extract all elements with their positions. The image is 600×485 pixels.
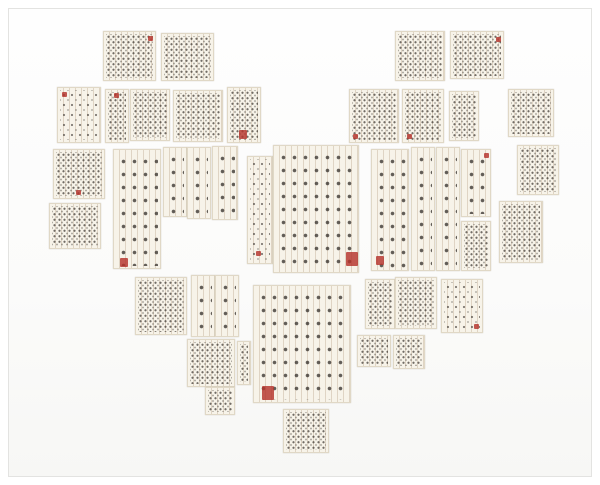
sheet-ink-characters — [194, 278, 212, 334]
red-seal-stamp — [148, 36, 153, 41]
red-seal-stamp — [484, 153, 489, 158]
red-seal-stamp — [256, 251, 261, 256]
sheet-ink-characters — [190, 342, 232, 384]
calligraphy-sheet — [113, 149, 161, 269]
calligraphy-sheet — [212, 146, 238, 220]
calligraphy-sheet — [449, 91, 479, 141]
calligraphy-sheet — [365, 279, 395, 329]
calligraphy-sheet — [103, 31, 156, 81]
calligraphy-sheet — [49, 203, 101, 249]
red-seal-stamp — [407, 134, 412, 139]
sheet-ink-characters — [414, 150, 432, 268]
calligraphy-sheet — [57, 87, 101, 143]
calligraphy-sheet — [441, 279, 483, 333]
artwork-frame — [8, 8, 592, 477]
sheet-ink-characters — [444, 282, 480, 330]
calligraphy-sheet — [283, 409, 329, 453]
calligraphy-sheet — [253, 285, 351, 403]
sheet-ink-characters — [256, 288, 348, 400]
calligraphy-sheet — [517, 145, 559, 195]
sheet-ink-characters — [240, 344, 248, 382]
calligraphy-sheet — [205, 387, 235, 415]
calligraphy-sheet — [499, 201, 543, 263]
sheet-ink-characters — [511, 92, 551, 134]
calligraphy-sheet — [349, 89, 399, 143]
sheet-ink-characters — [439, 150, 457, 268]
sheet-ink-characters — [398, 34, 442, 78]
calligraphy-sheet — [461, 149, 491, 217]
red-seal-stamp — [114, 93, 119, 98]
calligraphy-sheet — [187, 339, 235, 387]
calligraphy-sheet — [393, 335, 425, 369]
calligraphy-sheet — [227, 87, 261, 143]
calligraphy-sheet — [173, 90, 223, 142]
sheet-ink-characters — [464, 224, 488, 268]
sheet-ink-characters — [108, 92, 126, 140]
calligraphy-sheet — [395, 277, 437, 329]
sheet-ink-characters — [453, 34, 501, 76]
calligraphy-sheet — [187, 147, 211, 219]
red-seal-stamp — [76, 190, 81, 195]
calligraphy-sheet — [508, 89, 554, 137]
calligraphy-sheet — [237, 341, 251, 385]
sheet-ink-characters — [138, 280, 184, 332]
calligraphy-sheet — [371, 149, 409, 271]
calligraphy-sheet — [105, 89, 129, 143]
calligraphy-sheet — [461, 221, 491, 271]
sheet-ink-characters — [368, 282, 392, 326]
sheet-ink-characters — [52, 206, 98, 246]
calligraphy-sheet — [436, 147, 460, 271]
red-seal-stamp — [353, 134, 358, 139]
sheet-ink-characters — [276, 148, 356, 270]
sheet-ink-characters — [133, 92, 167, 138]
calligraphy-sheet — [191, 275, 215, 337]
calligraphy-sheet — [215, 275, 239, 337]
sheet-ink-characters — [116, 152, 158, 266]
sheet-ink-characters — [218, 278, 236, 334]
sheet-ink-characters — [405, 92, 441, 140]
red-seal-stamp — [262, 386, 274, 400]
calligraphy-sheet — [130, 89, 170, 141]
red-seal-stamp — [239, 130, 247, 139]
sheet-ink-characters — [106, 34, 153, 78]
sheet-ink-characters — [215, 149, 235, 217]
red-seal-stamp — [376, 256, 384, 265]
sheet-ink-characters — [166, 150, 184, 214]
sheet-ink-characters — [352, 92, 396, 140]
sheet-ink-characters — [360, 338, 388, 364]
calligraphy-sheet — [402, 89, 444, 143]
calligraphy-sheet — [135, 277, 187, 335]
sheet-ink-characters — [520, 148, 556, 192]
artwork-description — [0, 0, 1, 1]
sheet-ink-characters — [164, 36, 211, 78]
calligraphy-sheet — [161, 33, 214, 81]
sheet-ink-characters — [452, 94, 476, 138]
calligraphy-sheet — [357, 335, 391, 367]
sheet-ink-characters — [286, 412, 326, 450]
sheet-ink-characters — [176, 93, 220, 139]
sheet-ink-characters — [398, 280, 434, 326]
calligraphy-sheet — [247, 156, 273, 264]
calligraphy-sheet — [450, 31, 504, 79]
calligraphy-sheet — [411, 147, 435, 271]
artwork-canvas — [9, 9, 591, 476]
red-seal-stamp — [120, 258, 128, 267]
sheet-ink-characters — [250, 159, 270, 261]
sheet-ink-characters — [464, 152, 488, 214]
red-seal-stamp — [496, 37, 501, 42]
calligraphy-sheet — [273, 145, 359, 273]
sheet-ink-characters — [396, 338, 422, 366]
sheet-ink-characters — [190, 150, 208, 216]
red-seal-stamp — [62, 92, 67, 97]
calligraphy-sheet — [395, 31, 445, 81]
red-seal-stamp — [346, 252, 358, 266]
calligraphy-sheet — [53, 149, 105, 199]
sheet-ink-characters — [502, 204, 540, 260]
sheet-ink-characters — [60, 90, 98, 140]
red-seal-stamp — [474, 324, 479, 329]
sheet-ink-characters — [374, 152, 406, 268]
calligraphy-sheet — [163, 147, 187, 217]
sheet-ink-characters — [208, 390, 232, 412]
